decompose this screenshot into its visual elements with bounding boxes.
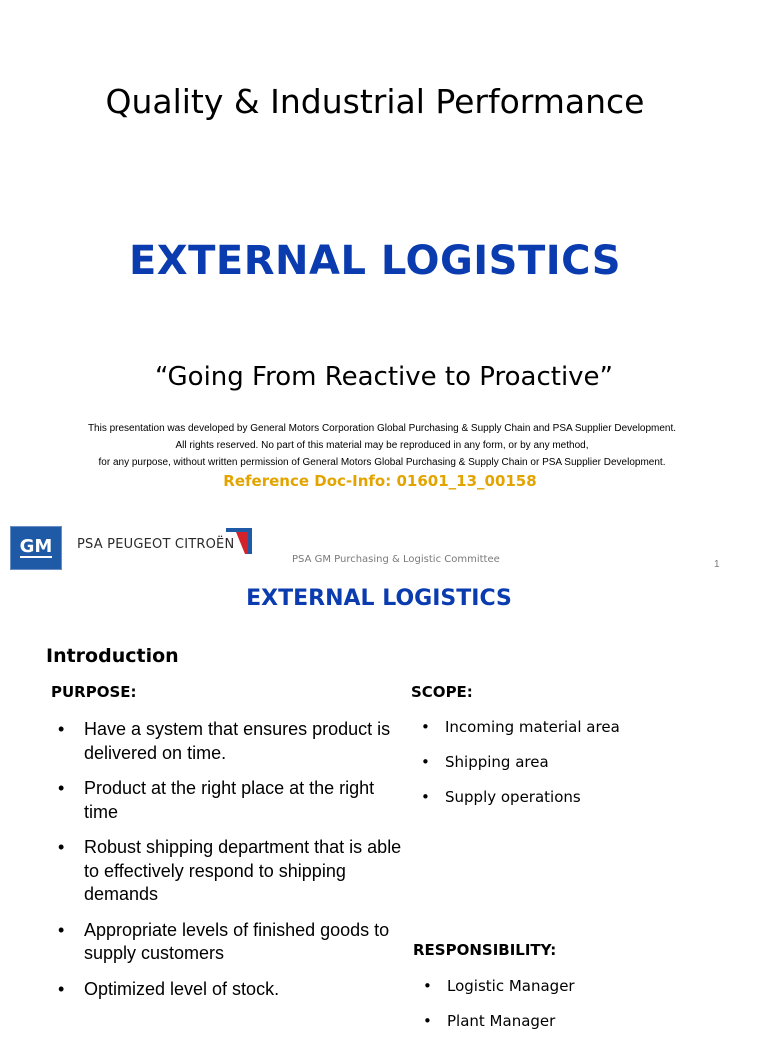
gm-logo	[10, 526, 62, 570]
purpose-item: • Appropriate levels of finished goods to supply customers	[58, 919, 403, 966]
slide-title: EXTERNAL LOGISTICS	[128, 238, 622, 284]
slide-header: Quality & Industrial Performance	[105, 82, 645, 121]
responsibility-item: • Logistic Manager	[423, 975, 753, 997]
disclaimer-line: All rights reserved. No part of this material may be reproduced in any form, or by any method,	[175, 440, 589, 451]
purpose-list	[58, 718, 403, 1013]
purpose-label: PURPOSE:	[51, 683, 137, 701]
scope-label: SCOPE:	[411, 683, 473, 701]
purpose-item: • Robust shipping department that is able to effectively respond to shipping demands	[58, 836, 403, 907]
copyright-disclaimer	[0, 420, 764, 471]
scope-item: • Supply operations	[421, 786, 751, 808]
page-number: 1	[714, 559, 720, 570]
gm-logo-text: GM	[19, 536, 53, 557]
responsibility-item: • Plant Manager	[423, 1010, 753, 1032]
disclaimer-line: This presentation was developed by General Motors Corporation Global Purchasing & Supply Chain and PSA Supplier Development.	[87, 423, 677, 434]
responsibility-list	[423, 975, 753, 1045]
scope-list	[421, 716, 751, 821]
slide2-title: EXTERNAL LOGISTICS	[246, 586, 512, 611]
purpose-item: • Product at the right place at the right time	[58, 777, 403, 824]
psa-flag-icon	[226, 526, 254, 556]
responsibility-label: RESPONSIBILITY:	[413, 941, 557, 959]
disclaimer-line: for any purpose, without written permission of General Motors Global Purchasing & Supply Chain or PSA Supplier Development.	[98, 457, 666, 468]
purpose-item: • Have a system that ensures product is delivered on time.	[58, 718, 403, 765]
scope-item: • Shipping area	[421, 751, 751, 773]
introduction-heading: Introduction	[46, 645, 179, 667]
scope-item: • Incoming material area	[421, 716, 751, 738]
psa-logo-text: PSA PEUGEOT CITROËN	[77, 537, 235, 552]
committee-footer: PSA GM Purchasing & Logistic Committee	[292, 554, 500, 565]
reference-doc-info: Reference Doc-Info: 01601_13_00158	[223, 472, 537, 490]
slide-subtitle: “Going From Reactive to Proactive”	[154, 362, 614, 392]
purpose-item: • Optimized level of stock.	[58, 978, 403, 1002]
